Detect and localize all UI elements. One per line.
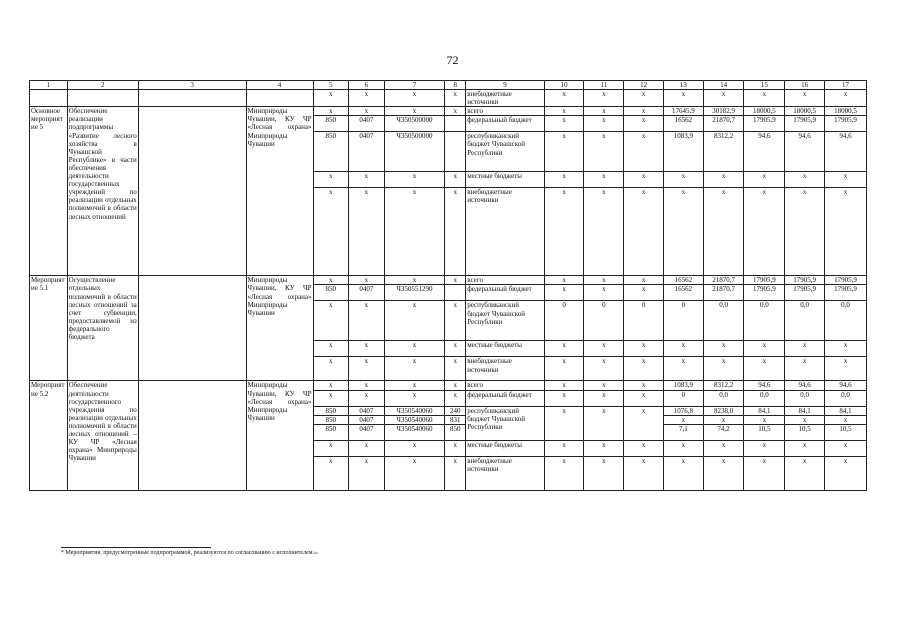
cell-c12: x: [624, 285, 664, 301]
cell-c8: x: [445, 341, 466, 357]
column-header: 11: [584, 81, 624, 90]
table-body: [30, 81, 867, 491]
cell-c13: x: [663, 440, 703, 456]
cell-c11: x: [584, 440, 624, 456]
cell-c14: x: [703, 188, 744, 276]
cell-c11: x: [584, 406, 624, 440]
cell-c6: x: [349, 188, 385, 276]
cell-c8: x: [445, 357, 466, 381]
cell-c16: 0,0: [785, 301, 825, 341]
cell-c9: внебюджетные источники: [466, 357, 544, 381]
cell-c15: 0,0: [744, 390, 785, 406]
cell-c13: 7,1: [663, 424, 703, 440]
cell-c10: x: [544, 390, 584, 406]
cell-c10: x: [544, 107, 584, 116]
cell-c13: 17645,9: [663, 107, 703, 116]
table-row: [30, 276, 867, 285]
cell-c5: 850: [313, 415, 349, 424]
column-header: 15: [744, 81, 785, 90]
cell-c8: x: [445, 107, 466, 116]
cell-c16: x: [785, 172, 825, 188]
event-executor: Минприроды Чувашии, КУ ЧР «Лесная охрана» Минприроды Чувашии: [246, 107, 313, 276]
cell-c11: x: [584, 132, 624, 172]
cell-c13: x: [663, 188, 703, 276]
cell-c12: x: [624, 406, 664, 440]
column-header: 3: [138, 81, 246, 90]
cell-c15: 84,1: [744, 406, 785, 415]
cell-c7: x: [384, 456, 445, 490]
cell-c14: 21870,7: [703, 285, 744, 301]
cell-c11: x: [584, 172, 624, 188]
cell-c7: x: [384, 188, 445, 276]
cell-c12: x: [624, 172, 664, 188]
cell-c5: 850: [313, 116, 349, 132]
cell-c5: x: [313, 390, 349, 406]
cell-c5: x: [313, 357, 349, 381]
column-header: 1: [30, 81, 68, 90]
cell-c13: 0: [663, 390, 703, 406]
cell-c15: 94,6: [744, 381, 785, 390]
cell-c11: x: [584, 116, 624, 132]
cell-c15: x: [744, 172, 785, 188]
cell-c16: 17905,9: [785, 276, 825, 285]
cell-c17: 0,0: [825, 301, 867, 341]
cell-c14: x: [703, 172, 744, 188]
cell-c16: 0,0: [785, 390, 825, 406]
event-name: Мероприятие 5.2: [30, 381, 68, 490]
cell-c7: x: [384, 341, 445, 357]
cell-c6: x: [349, 107, 385, 116]
cell-c11: x: [584, 357, 624, 381]
cell-c11: x: [584, 90, 624, 107]
column-header: 7: [384, 81, 445, 90]
cell-c10: x: [544, 357, 584, 381]
cell-c8: x: [445, 381, 466, 390]
column-header: 5: [313, 81, 349, 90]
cell-c7: x: [384, 172, 445, 188]
cell-c13: x: [663, 415, 703, 424]
cell-c15: x: [744, 456, 785, 490]
cell-c12: x: [624, 132, 664, 172]
cell-c10: x: [544, 276, 584, 285]
cell-c8: x: [445, 456, 466, 490]
cell-c6: x: [349, 341, 385, 357]
cell-c12: x: [624, 188, 664, 276]
column-header: 2: [67, 81, 138, 90]
cell-c9: республиканский бюджет Чувашской Республики: [466, 301, 544, 341]
cell-c12: x: [624, 107, 664, 116]
cell-c6: x: [349, 172, 385, 188]
cell-c8: [445, 285, 466, 301]
cell-c15: 10,5: [744, 424, 785, 440]
empty-cell: [67, 90, 138, 107]
cell-c6: 0407: [349, 415, 385, 424]
cell-c9: республиканский бюджет Чувашской Республики: [466, 406, 544, 440]
cell-c6: x: [349, 90, 385, 107]
cell-c14: 21870,7: [703, 276, 744, 285]
cell-c7: x: [384, 357, 445, 381]
cell-c14: 21870,7: [703, 116, 744, 132]
cell-c17: x: [825, 188, 867, 276]
cell-c5: x: [313, 90, 349, 107]
cell-c6: 0407: [349, 285, 385, 301]
cell-c15: x: [744, 415, 785, 424]
cell-c6: x: [349, 357, 385, 381]
cell-c7: x: [384, 390, 445, 406]
cell-c9: местные бюджеты: [466, 172, 544, 188]
cell-c13: x: [663, 341, 703, 357]
cell-c13: 1083,9: [663, 132, 703, 172]
cell-c15: x: [744, 188, 785, 276]
cell-c12: x: [624, 390, 664, 406]
cell-c16: 18000,5: [785, 107, 825, 116]
cell-c16: x: [785, 415, 825, 424]
cell-c6: x: [349, 301, 385, 341]
cell-c17: 17905,9: [825, 116, 867, 132]
cell-c11: x: [584, 390, 624, 406]
page-number: 72: [446, 53, 459, 67]
event-description: Осуществление отдельных полномочий в области лесных отношений за счет субвенции, предоставляемой из федерального бюджета: [67, 276, 138, 381]
cell-c7: x: [384, 90, 445, 107]
cell-c8: x: [445, 440, 466, 456]
cell-c13: x: [663, 456, 703, 490]
cell-c11: x: [584, 456, 624, 490]
cell-c15: x: [744, 341, 785, 357]
cell-c16: x: [785, 357, 825, 381]
cell-c15: x: [744, 357, 785, 381]
cell-c9: местные бюджеты: [466, 440, 544, 456]
cell-c14: 30182,9: [703, 107, 744, 116]
cell-c17: 0,0: [825, 390, 867, 406]
cell-c10: 0: [544, 301, 584, 341]
cell-c11: x: [584, 276, 624, 285]
cell-c16: x: [785, 188, 825, 276]
cell-c15: 94,6: [744, 132, 785, 172]
cell-c7: Ч350500000: [384, 132, 445, 172]
cell-c8: x: [445, 188, 466, 276]
cell-c9: республиканский бюджет Чувашской Республики: [466, 132, 544, 172]
cell-c8: [445, 132, 466, 172]
cell-c5: x: [313, 301, 349, 341]
cell-c5: x: [313, 440, 349, 456]
empty-cell: [30, 90, 68, 107]
cell-c10: x: [544, 285, 584, 301]
cell-c6: 0407: [349, 132, 385, 172]
cell-c10: x: [544, 90, 584, 107]
cell-c7: Ч350540060: [384, 406, 445, 415]
cell-c17: 18000,5: [825, 107, 867, 116]
cell-c14: x: [703, 90, 744, 107]
cell-c9: федеральный бюджет: [466, 285, 544, 301]
column-header: 16: [785, 81, 825, 90]
cell-c13: 0: [663, 301, 703, 341]
cell-c5: 850: [313, 285, 349, 301]
footnote: * Мероприятия, предусмотренные подпрограммой, реализуются по согласованию с исполнителем.».: [61, 550, 319, 556]
cell-c9: всего: [466, 276, 544, 285]
cell-c11: 0: [584, 301, 624, 341]
cell-c8: 240: [445, 406, 466, 415]
cell-c9: всего: [466, 381, 544, 390]
cell-c9: федеральный бюджет: [466, 116, 544, 132]
empty-cell: [138, 107, 246, 276]
cell-c9: федеральный бюджет: [466, 390, 544, 406]
cell-c11: x: [584, 188, 624, 276]
column-header: 8: [445, 81, 466, 90]
column-header: 10: [544, 81, 584, 90]
cell-c12: x: [624, 456, 664, 490]
column-header: 12: [624, 81, 664, 90]
cell-c8: x: [445, 172, 466, 188]
cell-c7: x: [384, 301, 445, 341]
cell-c9: внебюджетные источники: [466, 188, 544, 276]
cell-c8: x: [445, 276, 466, 285]
cell-c12: x: [624, 341, 664, 357]
cell-c14: x: [703, 357, 744, 381]
cell-c17: 17905,9: [825, 285, 867, 301]
cell-c7: Ч350540060: [384, 424, 445, 440]
cell-c17: x: [825, 357, 867, 381]
cell-c17: x: [825, 415, 867, 424]
cell-c13: 16562: [663, 285, 703, 301]
cell-c6: 0407: [349, 116, 385, 132]
cell-c15: 17905,9: [744, 276, 785, 285]
cell-c16: 17905,9: [785, 285, 825, 301]
cell-c13: 1083,9: [663, 381, 703, 390]
column-header: 13: [663, 81, 703, 90]
event-name: Основное мероприятие 5: [30, 107, 68, 276]
cell-c6: x: [349, 456, 385, 490]
cell-c17: 17905,9: [825, 276, 867, 285]
cell-c15: 17905,9: [744, 285, 785, 301]
cell-c10: x: [544, 406, 584, 440]
budget-table: [29, 80, 867, 491]
cell-c7: x: [384, 107, 445, 116]
cell-c10: x: [544, 456, 584, 490]
cell-c7: x: [384, 440, 445, 456]
cell-c10: x: [544, 381, 584, 390]
cell-c9: внебюджетные источники: [466, 90, 544, 107]
event-description: Обеспечение деятельности государственного учреждения по реализации отдельных полномочий в области лесных отношений – КУ ЧР «Лесная охрана» Минприроды Чувашии: [67, 381, 138, 490]
cell-c12: 0: [624, 301, 664, 341]
cell-c5: x: [313, 188, 349, 276]
cell-c13: 1076,8: [663, 406, 703, 415]
cell-c15: x: [744, 90, 785, 107]
cell-c8: x: [445, 301, 466, 341]
cell-c17: 94,6: [825, 381, 867, 390]
cell-c5: 850: [313, 424, 349, 440]
cell-c15: 18000,5: [744, 107, 785, 116]
cell-c5: x: [313, 341, 349, 357]
cell-c5: 850: [313, 132, 349, 172]
cell-c17: 10,5: [825, 424, 867, 440]
empty-cell: [138, 276, 246, 381]
column-header: 14: [703, 81, 744, 90]
cell-c8: [445, 116, 466, 132]
column-header: 9: [466, 81, 544, 90]
event-name: Мероприятие 5.1: [30, 276, 68, 381]
cell-c12: x: [624, 381, 664, 390]
cell-c6: 0407: [349, 406, 385, 415]
empty-cell: [246, 90, 313, 107]
cell-c16: 84,1: [785, 406, 825, 415]
empty-cell: [138, 381, 246, 490]
table-row: [30, 381, 867, 390]
cell-c5: 850: [313, 406, 349, 415]
cell-c17: x: [825, 90, 867, 107]
cell-c6: x: [349, 440, 385, 456]
cell-c12: x: [624, 276, 664, 285]
cell-c17: 84,1: [825, 406, 867, 415]
cell-c5: x: [313, 107, 349, 116]
cell-c17: x: [825, 456, 867, 490]
cell-c11: x: [584, 285, 624, 301]
cell-c14: 8312,2: [703, 132, 744, 172]
cell-c11: x: [584, 341, 624, 357]
cell-c16: x: [785, 440, 825, 456]
cell-c6: x: [349, 390, 385, 406]
column-header: 6: [349, 81, 385, 90]
cell-c14: x: [703, 456, 744, 490]
cell-c12: x: [624, 116, 664, 132]
cell-c10: x: [544, 116, 584, 132]
cell-c10: x: [544, 132, 584, 172]
table-row: [30, 90, 867, 107]
cell-c10: x: [544, 188, 584, 276]
cell-c16: x: [785, 90, 825, 107]
cell-c14: 74,2: [703, 424, 744, 440]
cell-c13: x: [663, 172, 703, 188]
cell-c6: 0407: [349, 424, 385, 440]
cell-c8: 850: [445, 424, 466, 440]
footnote-rule: [61, 547, 211, 548]
cell-c16: x: [785, 341, 825, 357]
cell-c12: x: [624, 357, 664, 381]
column-header: 17: [825, 81, 867, 90]
cell-c12: x: [624, 90, 664, 107]
cell-c5: x: [313, 381, 349, 390]
cell-c13: 16562: [663, 276, 703, 285]
cell-c13: x: [663, 90, 703, 107]
cell-c10: x: [544, 440, 584, 456]
event-executor: Минприроды Чувашии, КУ ЧР «Лесная охрана» Минприроды Чувашии: [246, 381, 313, 490]
cell-c14: 0,0: [703, 301, 744, 341]
cell-c11: x: [584, 107, 624, 116]
cell-c7: Ч350551290: [384, 285, 445, 301]
cell-c15: 17905,9: [744, 116, 785, 132]
column-header: 4: [246, 81, 313, 90]
cell-c10: x: [544, 341, 584, 357]
cell-c12: x: [624, 440, 664, 456]
cell-c5: x: [313, 276, 349, 285]
empty-cell: [138, 90, 246, 107]
cell-c9: внебюджетные источники: [466, 456, 544, 490]
cell-c13: x: [663, 357, 703, 381]
cell-c7: Ч350500000: [384, 116, 445, 132]
cell-c6: x: [349, 276, 385, 285]
cell-c17: 94,6: [825, 132, 867, 172]
cell-c7: x: [384, 276, 445, 285]
cell-c14: x: [703, 341, 744, 357]
cell-c5: x: [313, 456, 349, 490]
cell-c8: x: [445, 390, 466, 406]
cell-c14: x: [703, 440, 744, 456]
cell-c16: x: [785, 456, 825, 490]
cell-c16: 10,5: [785, 424, 825, 440]
cell-c15: 0,0: [744, 301, 785, 341]
cell-c11: x: [584, 381, 624, 390]
cell-c9: местные бюджеты: [466, 341, 544, 357]
cell-c7: x: [384, 381, 445, 390]
cell-c17: x: [825, 341, 867, 357]
cell-c8: 831: [445, 415, 466, 424]
cell-c13: 16562: [663, 116, 703, 132]
cell-c14: 0,0: [703, 390, 744, 406]
event-executor: Минприроды Чувашии, КУ ЧР «Лесная охрана» Минприроды Чувашии: [246, 276, 313, 381]
cell-c8: x: [445, 90, 466, 107]
cell-c16: 94,6: [785, 132, 825, 172]
header-row: [30, 81, 867, 90]
cell-c14: x: [703, 415, 744, 424]
cell-c16: 17905,9: [785, 116, 825, 132]
event-description: Обеспечение реализации подпрограммы «Развитие лесного хозяйства в Чувашской Республике» в части обеспечения деятельности государственных учреждений по реализации отдельных полномочий в области лесных отношений: [67, 107, 138, 276]
table-row: [30, 107, 867, 116]
cell-c17: x: [825, 172, 867, 188]
cell-c14: 8238,0: [703, 406, 744, 415]
cell-c6: x: [349, 381, 385, 390]
cell-c9: всего: [466, 107, 544, 116]
cell-c5: x: [313, 172, 349, 188]
cell-c16: 94,6: [785, 381, 825, 390]
cell-c17: x: [825, 440, 867, 456]
cell-c14: 8312,2: [703, 381, 744, 390]
cell-c15: x: [744, 440, 785, 456]
cell-c10: x: [544, 172, 584, 188]
cell-c7: Ч350540060: [384, 415, 445, 424]
